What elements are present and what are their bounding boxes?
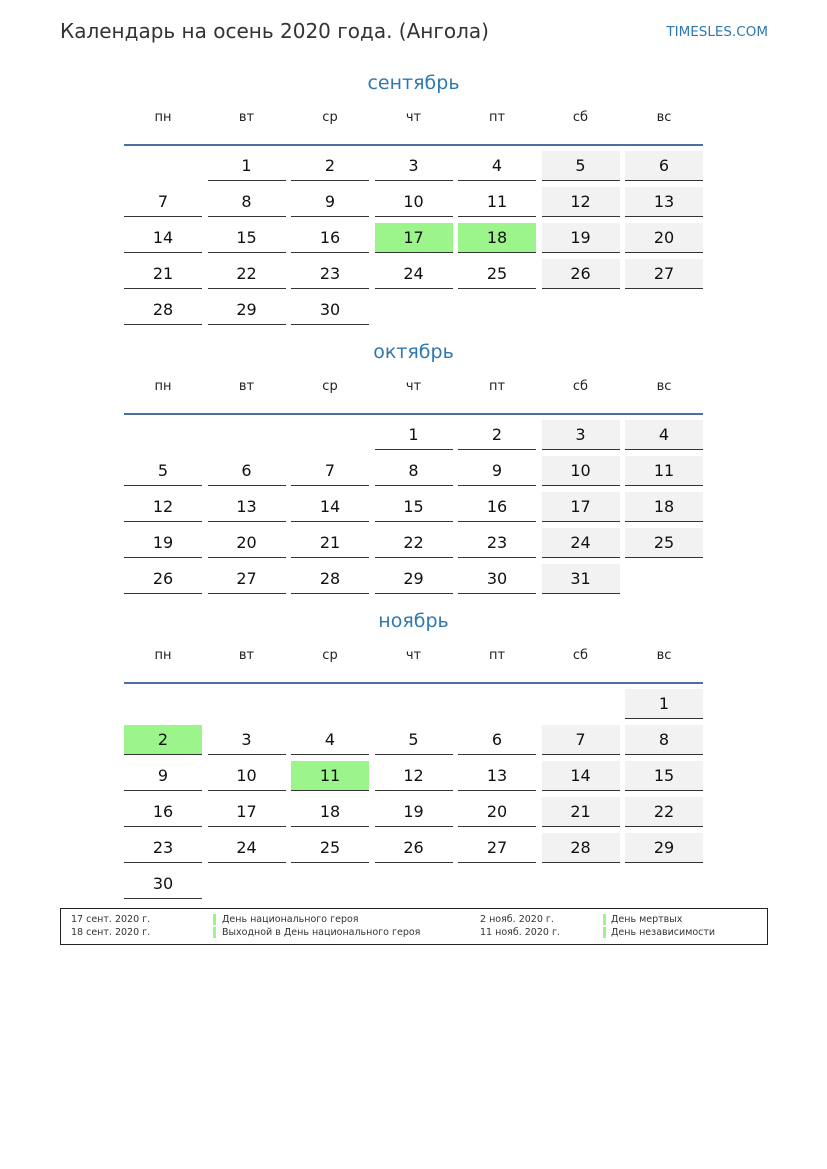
month-block: [124, 70, 703, 331]
day-cell: 16: [458, 492, 536, 522]
day-cell: 19: [542, 223, 620, 253]
day-cell: 18: [625, 492, 703, 522]
weekday-label: вт: [238, 648, 255, 663]
day-cell: 7: [124, 187, 202, 217]
day-cell: 27: [458, 833, 536, 863]
day-cell: 6: [625, 151, 703, 181]
day-cell: 10: [542, 456, 620, 486]
weekday-header: [124, 379, 703, 415]
legend-holiday-name: День национального героя: [222, 914, 359, 925]
weekday-label: пн: [154, 648, 172, 663]
weekday-label: вт: [238, 379, 255, 394]
day-cell: 22: [375, 528, 453, 558]
legend-holiday-name: День мертвых: [611, 914, 683, 925]
page-title: Календарь на осень 2020 года. (Ангола): [60, 19, 489, 43]
day-cell: 26: [375, 833, 453, 863]
day-cell: 24: [375, 259, 453, 289]
day-cell: 26: [124, 564, 202, 594]
day-cell: 7: [542, 725, 620, 755]
day-cell: 9: [291, 187, 369, 217]
day-cell: 15: [208, 223, 286, 253]
day-cell: 7: [291, 456, 369, 486]
day-cell: 11: [625, 456, 703, 486]
day-cell: 30: [458, 564, 536, 594]
day-cell: 14: [542, 761, 620, 791]
weekday-header: [124, 110, 703, 146]
day-cell: 4: [625, 420, 703, 450]
day-cell: 20: [208, 528, 286, 558]
holiday-color-marker: [213, 914, 216, 925]
day-cell: 18: [291, 797, 369, 827]
legend-date: 18 сент. 2020 г.: [71, 927, 151, 938]
day-cell: 27: [208, 564, 286, 594]
day-cell: 9: [124, 761, 202, 791]
day-cell: 24: [542, 528, 620, 558]
day-cell: 8: [208, 187, 286, 217]
day-cell: 10: [208, 761, 286, 791]
day-cell: 3: [208, 725, 286, 755]
day-cell: 22: [208, 259, 286, 289]
day-cell: 29: [375, 564, 453, 594]
day-cell: 5: [124, 456, 202, 486]
day-cell: 4: [458, 151, 536, 181]
month-block: [124, 339, 703, 600]
legend-date: 2 нояб. 2020 г.: [480, 914, 554, 925]
day-cell: 28: [291, 564, 369, 594]
day-grid: [124, 684, 703, 905]
weekday-label: вс: [656, 379, 672, 394]
day-cell: 1: [375, 420, 453, 450]
day-cell: 14: [291, 492, 369, 522]
day-cell: 1: [208, 151, 286, 181]
legend-holiday-name: Выходной в День национального героя: [222, 927, 421, 938]
holiday-day-cell: 2: [124, 725, 202, 755]
day-cell: 15: [625, 761, 703, 791]
weekday-label: сб: [572, 379, 589, 394]
weekday-header: [124, 648, 703, 684]
legend-holiday-name: День независимости: [611, 927, 716, 938]
month-name: ноябрь: [378, 610, 449, 632]
day-grid: [124, 146, 703, 331]
day-cell: 9: [458, 456, 536, 486]
month-name: октябрь: [373, 341, 454, 363]
day-cell: 3: [375, 151, 453, 181]
day-cell: 13: [458, 761, 536, 791]
day-cell: 28: [542, 833, 620, 863]
day-cell: 23: [291, 259, 369, 289]
day-cell: 17: [542, 492, 620, 522]
site-link[interactable]: TIMESLES.COM: [666, 24, 768, 40]
weekday-label: чт: [405, 110, 422, 125]
day-cell: 25: [291, 833, 369, 863]
day-cell: 21: [291, 528, 369, 558]
day-cell: 12: [375, 761, 453, 791]
day-cell: 6: [208, 456, 286, 486]
day-cell: 23: [124, 833, 202, 863]
day-cell: 4: [291, 725, 369, 755]
day-cell: 30: [291, 295, 369, 325]
holiday-day-cell: 18: [458, 223, 536, 253]
holiday-day-cell: 11: [291, 761, 369, 791]
holiday-color-marker: [213, 927, 216, 938]
legend-date: 17 сент. 2020 г.: [71, 914, 151, 925]
day-cell: 21: [124, 259, 202, 289]
day-cell: 11: [458, 187, 536, 217]
weekday-label: пн: [154, 379, 172, 394]
holiday-legend: [60, 908, 768, 945]
day-cell: 13: [208, 492, 286, 522]
day-cell: 14: [124, 223, 202, 253]
weekday-label: вс: [656, 110, 672, 125]
day-cell: 3: [542, 420, 620, 450]
month-block: [124, 608, 703, 905]
weekday-label: пн: [154, 110, 172, 125]
day-cell: 10: [375, 187, 453, 217]
day-cell: 20: [625, 223, 703, 253]
holiday-color-marker: [603, 927, 606, 938]
weekday-label: чт: [405, 379, 422, 394]
day-cell: 8: [375, 456, 453, 486]
day-cell: 31: [542, 564, 620, 594]
day-cell: 2: [291, 151, 369, 181]
day-cell: 5: [542, 151, 620, 181]
day-cell: 29: [625, 833, 703, 863]
weekday-label: ср: [322, 110, 338, 125]
day-cell: 30: [124, 869, 202, 899]
day-cell: 25: [625, 528, 703, 558]
day-cell: 6: [458, 725, 536, 755]
day-cell: 16: [124, 797, 202, 827]
day-grid: [124, 415, 703, 600]
day-cell: 13: [625, 187, 703, 217]
day-cell: 23: [458, 528, 536, 558]
day-cell: 25: [458, 259, 536, 289]
holiday-color-marker: [603, 914, 606, 925]
day-cell: 22: [625, 797, 703, 827]
day-cell: 1: [625, 689, 703, 719]
legend-date: 11 нояб. 2020 г.: [480, 927, 560, 938]
weekday-label: чт: [405, 648, 422, 663]
weekday-label: вс: [656, 648, 672, 663]
day-cell: 2: [458, 420, 536, 450]
weekday-label: ср: [322, 648, 338, 663]
day-cell: 17: [208, 797, 286, 827]
holiday-day-cell: 17: [375, 223, 453, 253]
day-cell: 21: [542, 797, 620, 827]
weekday-label: сб: [572, 648, 589, 663]
day-cell: 5: [375, 725, 453, 755]
weekday-label: пт: [488, 110, 506, 125]
day-cell: 29: [208, 295, 286, 325]
day-cell: 19: [124, 528, 202, 558]
day-cell: 28: [124, 295, 202, 325]
day-cell: 19: [375, 797, 453, 827]
day-cell: 12: [542, 187, 620, 217]
day-cell: 24: [208, 833, 286, 863]
weekday-label: вт: [238, 110, 255, 125]
day-cell: 26: [542, 259, 620, 289]
day-cell: 12: [124, 492, 202, 522]
day-cell: 15: [375, 492, 453, 522]
month-name: сентябрь: [367, 72, 460, 94]
day-cell: 27: [625, 259, 703, 289]
day-cell: 16: [291, 223, 369, 253]
day-cell: 8: [625, 725, 703, 755]
weekday-label: пт: [488, 648, 506, 663]
weekday-label: ср: [322, 379, 338, 394]
weekday-label: сб: [572, 110, 589, 125]
weekday-label: пт: [488, 379, 506, 394]
day-cell: 20: [458, 797, 536, 827]
